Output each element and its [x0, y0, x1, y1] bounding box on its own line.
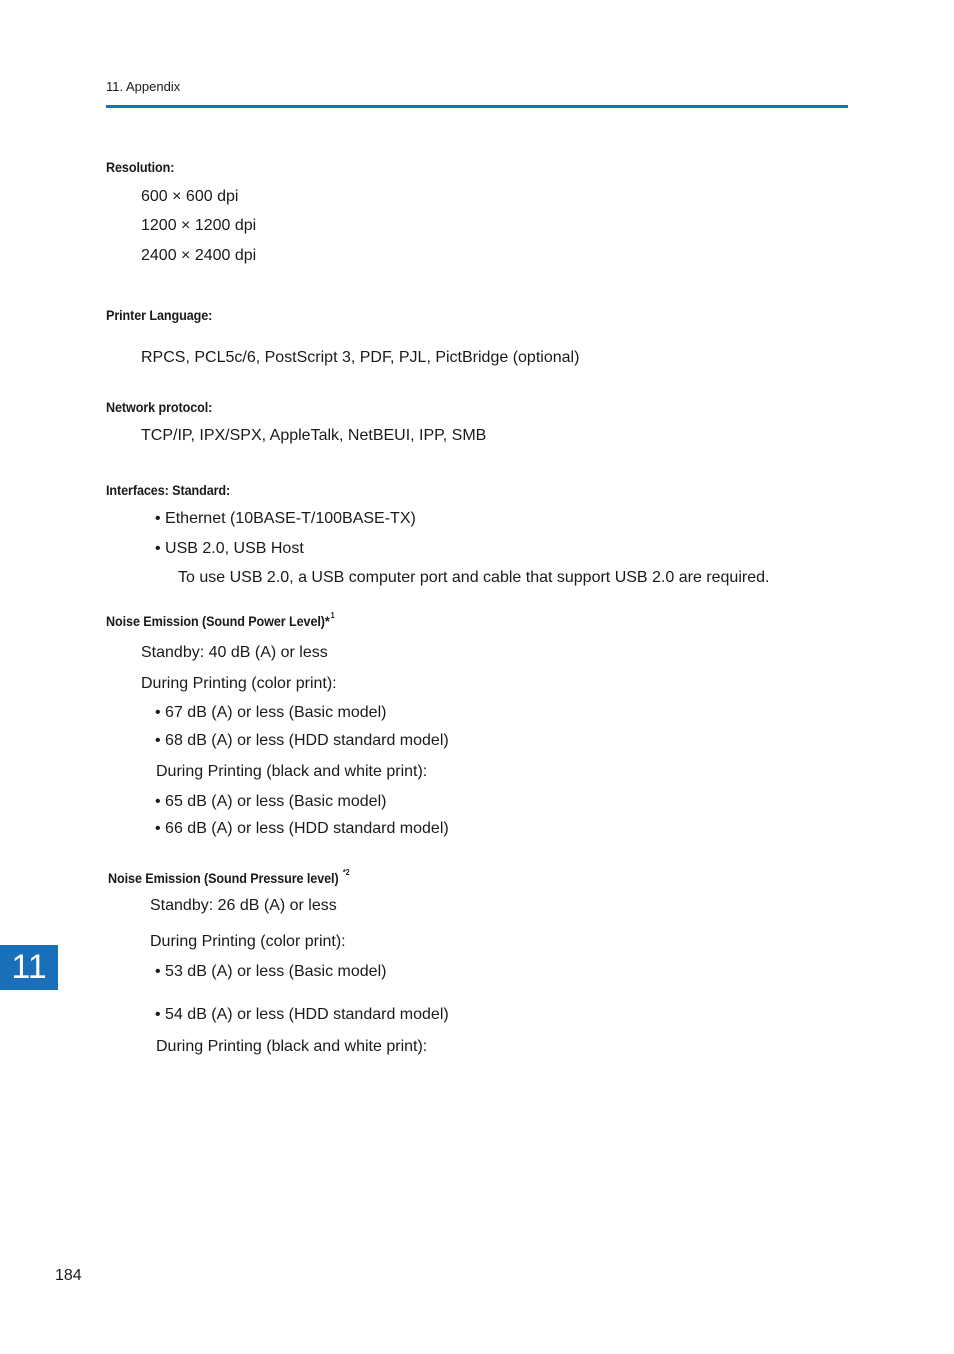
noise-power-bw-item: • 65 dB (A) or less (Basic model): [155, 793, 387, 810]
chapter-tab: 11: [0, 945, 58, 990]
noise-pressure-heading: [108, 870, 350, 886]
footnote-marker: *2: [342, 868, 350, 877]
noise-power-color-item: • 67 dB (A) or less (Basic model): [155, 704, 387, 721]
network-protocol-text: TCP/IP, IPX/SPX, AppleTalk, NetBEUI, IPP, SMB: [141, 427, 487, 444]
interfaces-item: • Ethernet (10BASE-T/100BASE-TX): [155, 510, 416, 527]
noise-power-color-item: • 68 dB (A) or less (HDD standard model): [155, 732, 449, 749]
printer-language-heading: Printer Language:: [106, 307, 213, 323]
resolution-item: 2400 × 2400 dpi: [141, 247, 257, 264]
printer-language-text: RPCS, PCL5c/6, PostScript 3, PDF, PJL, PictBridge (optional): [141, 349, 580, 366]
resolution-heading: Resolution:: [106, 159, 175, 175]
interfaces-note: To use USB 2.0, a USB computer port and cable that support USB 2.0 are required.: [178, 569, 770, 586]
resolution-item: 1200 × 1200 dpi: [141, 217, 257, 234]
noise-power-heading: [106, 613, 335, 629]
noise-power-bw-item: • 66 dB (A) or less (HDD standard model): [155, 820, 449, 837]
noise-power-heading-text: Noise Emission (Sound Power Level)*: [106, 613, 330, 629]
noise-pressure-color-item: • 54 dB (A) or less (HDD standard model): [155, 1006, 449, 1023]
noise-power-bw-label: During Printing (black and white print):: [156, 763, 428, 780]
interfaces-item: • USB 2.0, USB Host: [155, 540, 304, 557]
noise-power-standby: Standby: 40 dB (A) or less: [141, 644, 328, 661]
noise-pressure-color-item: • 53 dB (A) or less (Basic model): [155, 963, 387, 980]
noise-pressure-bw-label: During Printing (black and white print):: [156, 1038, 428, 1055]
noise-pressure-standby: Standby: 26 dB (A) or less: [150, 897, 337, 914]
noise-power-color-label: During Printing (color print):: [141, 675, 337, 692]
network-protocol-heading: Network protocol:: [106, 399, 213, 415]
resolution-item: 600 × 600 dpi: [141, 188, 239, 205]
header-rule: [106, 105, 848, 108]
page-number: 184: [55, 1267, 82, 1284]
noise-pressure-heading-text: Noise Emission (Sound Pressure level): [108, 870, 339, 886]
footnote-marker: 1: [330, 611, 335, 620]
noise-pressure-color-label: During Printing (color print):: [150, 933, 346, 950]
running-header: 11. Appendix: [106, 79, 181, 94]
interfaces-heading: Interfaces: Standard:: [106, 482, 231, 498]
